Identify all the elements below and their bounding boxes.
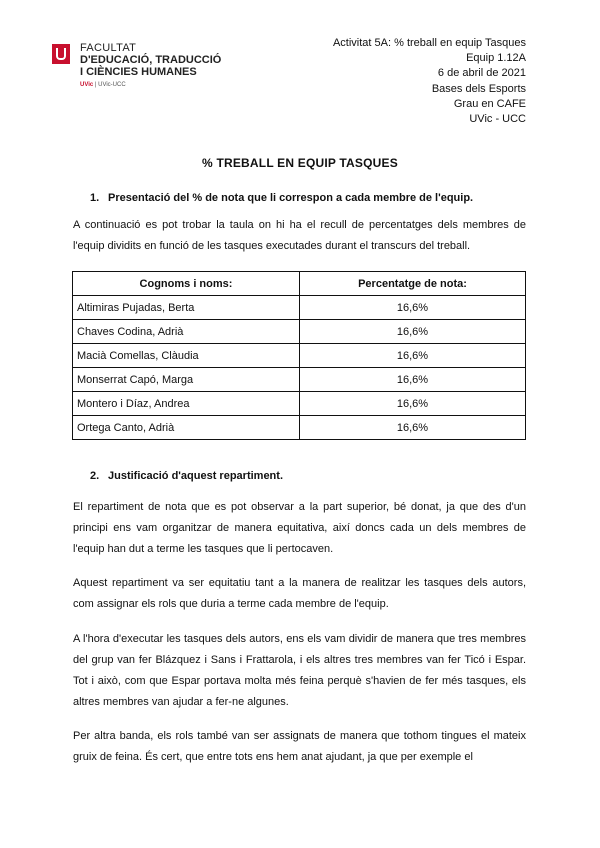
university-subtitle — [80, 82, 126, 88]
grade-distribution-table — [72, 271, 526, 440]
header-course: Bases dels Esports — [431, 82, 526, 95]
section-2-number: 2. — [90, 470, 100, 482]
member-name: Altimiras Pujadas, Berta — [73, 296, 300, 320]
document-header-info — [333, 36, 526, 127]
table-row — [73, 368, 526, 392]
justification-paragraph-1: El repartiment de nota que es pot observar a la part superior, bé donat, ja que des d'un principi ens vam organitzar de manera equitativa, així doncs cada un dels membres de l'equip han dut a terme les tasques que li pertocaven. — [73, 501, 526, 555]
justification-paragraph-2: Aquest repartiment va ser equitatiu tant a la manera de realitzar les tasques dels autors, com assignar els rols que duria a terme cada membre de l'equip. — [73, 577, 526, 610]
table-row — [73, 344, 526, 368]
header-activity: Activitat 5A: % treball en equip Tasques — [332, 37, 526, 49]
member-name: Monserrat Capó, Marga — [73, 368, 300, 392]
justification-paragraph-4: Per altra banda, els rols també van ser assignats de manera que tothom tingues el mateix gruix de feina. És cert, que entre tots ens hem anat ajudant, ja que per exemple el — [73, 730, 526, 763]
document-title: % TREBALL EN EQUIP TASQUES — [202, 156, 398, 170]
header-team: Equip 1.12A — [466, 52, 526, 65]
member-percentage: 16,6% — [300, 320, 526, 344]
section-1-number: 1. — [90, 192, 100, 204]
member-percentage: 16,6% — [300, 296, 526, 320]
table-row — [73, 296, 526, 320]
member-name: Ortega Canto, Adrià — [73, 416, 300, 440]
section-2-title: Justificació d'aquest repartiment. — [108, 470, 283, 482]
table-header-row — [73, 272, 526, 296]
member-percentage: 16,6% — [300, 344, 526, 368]
faculty-line-2: D'EDUCACIÓ, TRADUCCIÓ — [80, 54, 222, 66]
faculty-line-1: FACULTAT — [80, 42, 137, 54]
section-1-title: Presentació del % de nota que li correspon a cada membre de l'equip. — [108, 192, 474, 204]
faculty-name — [80, 42, 260, 78]
member-percentage: 16,6% — [300, 368, 526, 392]
header-university: UVic - UCC — [469, 113, 526, 126]
faculty-line-3: I CIÈNCIES HUMANES — [80, 66, 197, 78]
section-1-intro: A continuació es pot trobar la taula on hi ha el recull de percentatges dels membres de l'equip dividits en funció de les tasques executades durant el transcurs del treball. — [73, 219, 526, 252]
member-percentage: 16,6% — [300, 416, 526, 440]
column-header-percentage: Percentatge de nota: — [300, 272, 526, 296]
column-header-names: Cognoms i noms: — [73, 272, 300, 296]
university-brand: UVic — [80, 82, 94, 88]
table-row — [73, 392, 526, 416]
member-name: Chaves Codina, Adrià — [73, 320, 300, 344]
table-row — [73, 416, 526, 440]
member-name: Macià Comellas, Clàudia — [73, 344, 300, 368]
university-brand-rest: | UVic-UCC — [93, 82, 126, 88]
member-name: Montero i Díaz, Andrea — [73, 392, 300, 416]
justification-paragraph-3: A l'hora d'executar les tasques dels autors, ens els vam dividir de manera que tres membres del grup van fer Blázquez i Sans i Frattarola, i els altres tres membres van fer Ticó i Espar. Tot i això, com que Espar portava molta més feina perquè s'havien de fer més tasques, els altres membres van ajudar a fer-ne algunes. — [73, 633, 526, 708]
header-date: 6 de abril de 2021 — [437, 67, 526, 80]
table-row — [73, 320, 526, 344]
uvic-logo-icon — [52, 44, 70, 64]
header-degree: Grau en CAFE — [453, 97, 526, 110]
member-percentage: 16,6% — [300, 392, 526, 416]
